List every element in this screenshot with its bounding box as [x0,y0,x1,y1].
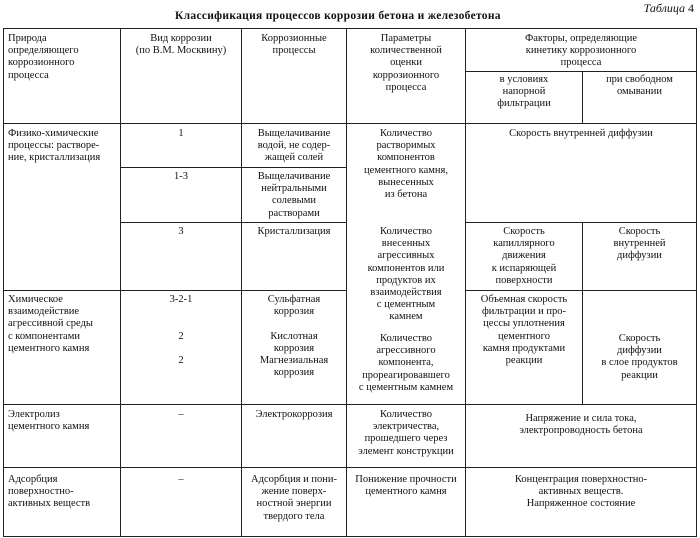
physchem-type-2: 1-3 [174,171,188,182]
adsorption-process: Адсорбция и пони- жение поверх- ностной энергии твердого тела [251,474,337,522]
header-factors-pressure: в условиях напорной фильтрации [497,74,551,110]
physchem-process-1: Выщелачивание водой, не содер- жащей солей [257,128,331,164]
table-caption [0,0,700,30]
rule-left [3,28,4,537]
electrolysis-nature: Электролиз цементного камня [8,409,90,433]
adsorption-param: Понижение прочности цементного камня [355,474,457,498]
rule-physchem-3 [465,222,697,223]
rule-physchem-2 [120,222,346,223]
rule-col-1 [120,28,121,537]
physchem-factor-3-free: Скорость внутренней диффузии [613,226,666,262]
rule-header-bottom [3,123,697,124]
physchem-nature: Физико-химические процессы: растворе- ние, кристаллизация [8,128,101,164]
electrolysis-type: – [178,409,184,420]
physchem-param-12: Количество растворимых компонентов цементного камня, вынесенных из бетона [364,128,448,201]
chemical-nature: Химическое взаимодействие агрессивной среды с компонентами цементного камня [8,294,93,354]
physchem-process-2: Выщелачивание нейтральными солевыми растворами [257,171,331,219]
rule-chem-top-factors [465,290,697,291]
rule-chem-top [3,290,347,291]
physchem-type-3: 3 [178,226,184,237]
adsorption-nature: Адсорбция поверхностно- активных веществ [8,474,91,510]
header-parameters: Параметры количественной оценки коррозионного процесса [370,33,442,93]
chemical-param: Количество агрессивного компонента, прореагировавшего с цементным камнем [358,333,454,393]
electrolysis-factor: Напряжение и сила тока, электропроводность бетона [519,413,643,437]
physchem-process-3: Кристаллизация [257,226,331,237]
table-number-label [644,1,694,16]
header-processes: Коррозионные процессы [261,33,327,57]
physchem-param-3: Количество внесенных агрессивных компонентов или продуктов их взаимодействия с цементным камнем [367,226,445,323]
header-type: Вид коррозии (по В.М. Москвину) [135,33,227,57]
chemical-types: 3-2-1 2 2 [169,294,193,367]
chemical-processes: Сульфатная коррозия Кислотная коррозия Магнезиальная коррозия [259,294,329,379]
table-label-word: Таблица [643,1,685,15]
rule-physchem-1 [120,167,346,168]
header-factors: Факторы, определяющие кинетику коррозионного процесса [524,33,638,69]
table-title: Классификация процессов коррозии бетона и железобетона [175,10,501,22]
adsorption-type: – [178,474,184,485]
table-number: 4 [688,1,694,15]
rule-factors-split [465,71,697,72]
electrolysis-process: Электрокоррозия [255,409,333,420]
physchem-factor-12: Скорость внутренней диффузии [509,128,653,139]
rule-bottom [3,536,697,537]
chemical-factor-pressure: Объемная скорость фильтрации и про- цессы уплотнения цементного камня продуктами реакции [480,294,568,367]
adsorption-factor: Концентрация поверхностно- активных веществ. Напряженное состояние [514,474,648,510]
physchem-factor-3-pressure: Скорость капиллярного движения к испаряющей поверхности [491,226,557,286]
rule-top [3,28,697,29]
rule-right [696,28,697,537]
rule-electro-top [3,404,697,405]
rule-adsorption-top [3,467,697,468]
chemical-factor-free: Скорость диффузии в слое продуктов реакции [601,333,678,381]
rule-col-2 [241,28,242,537]
header-factors-free: при свободном омывании [606,74,673,98]
physchem-type-1: 1 [178,128,184,139]
header-nature: Природа определяющего коррозионного процесса [8,33,79,81]
electrolysis-param: Количество электричества, прошедшего через элемент конструкции [358,409,454,457]
